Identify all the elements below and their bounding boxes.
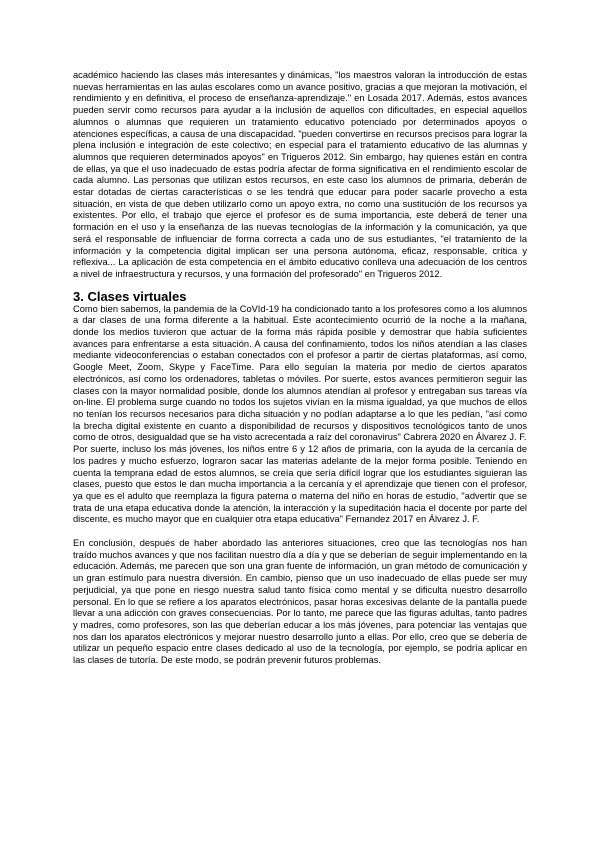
- conclusion-paragraph: En conclusión, después de haber abordado las anteriores situaciones, creo que las tecnologías nos han traído muchos avances y que nos facilitan nuestro día a día y que se deberían de seguir implementando en la educación. Además, me parecen que son una gran fuente de información, un gran método de comunicación y un gran estímulo para nuestra diversión. En cambio, pienso que un uso inadecuado de ellas puede ser muy perjudicial, ya que pone en riesgo nuestra salud tanto física como mental y se dificulta nuestro desarrollo personal. En lo que se refiere a los aparatos electrónicos, pasar horas excesivas delante de la pantalla puede llevar a una adicción con graves consecuencias. Por lo tanto, me parece que las figuras adultas, tanto padres y madres, como profesores, son las que deberían educar a los más jóvenes, para potenciar las ventajas que nos dan los aparatos electrónicos y mejorar nuestro desarrollo junto a ellas. Por ello, creo que se debería de utilizar un pequeño espacio entre clases dedicado al uso de la tecnología, por ejemplo, se podría aplicar en las clases de tutoría. De este modo, se podrán prevenir futuros problemas.: [73, 538, 527, 666]
- section-paragraph-1: Como bien sabemos, la pandemia de la CoVId-19 ha condicionado tanto a los profesores como a los alumnos a dar clases de una forma diferente a la habitual. Este acontecimiento ocurrió de la noche a la mañana, donde los medios tuvieron que actuar de la forma más rápida posible y demostrar que había suficientes avances para enfrentarse a esta situación. A causa del confinamiento, todos los niños atendían a las clases mediante videoconferencias o estaban conectados con el profesor a partir de ciertas plataformas, así como, Google Meet, Zoom, Skype y FaceTime. Para ello seguían la materia por medio de ciertos aparatos electrónicos, así como los ordenadores, tabletas o móviles. Por suerte, estos avances permitieron seguir las clases con la mayor normalidad posible, donde los alumnos atendían al profesor y entregaban sus tareas vía on-line. El problema surge cuando no todos los sujetos vivían en la misma igualdad, ya que muchos de ellos no tenían los recursos necesarios para dicha situación y no podían adaptarse a lo que les pedían, "así como la brecha digital existente en cuanto a disponibilidad de recursos y dispositivos tecnológicos tanto de unos como de otros, desigualdad que se ha visto acrecentada a raíz del coronavirus" Cabrera 2020 en Álvarez J. F.: [73, 303, 527, 443]
- section-paragraph-2: Por suerte, incluso los más jóvenes, los niños entre 6 y 12 años de primaria, con la ayuda de la cercanía de los padres y mucho esfuerzo, lograron sacar las materias adelante de la mejor forma posible. Teniendo en cuenta la temprana edad de estos alumnos, se creía que sería difícil lograr que los estudiantes siguieran las clases, puesto que estos le dan mucha importancia a la cercanía y el aprendizaje que tienen con el profesor, ya que es el adulto que reemplaza la figura paterna o materna del niño en horas de estudio, "advertir que se trata de una etapa educativa donde la atención, la interacción y la supeditación hacia el docente por parte del discente, es mucho mayor que en cualquier otra etapa educativa" Fernandez 2017 en Álvarez J. F.: [73, 444, 527, 525]
- paragraph-spacer: [73, 526, 527, 538]
- section-heading: 3. Clases virtuales: [73, 288, 187, 304]
- document-page: [73, 70, 527, 667]
- intro-paragraph: académico haciendo las clases más interesantes y dinámicas, "los maestros valoran la introducción de estas nuevas herramientas en las aulas escolares como un avance positivo, gracias a que mejoran la motivación, el rendimiento y en definitiva, el proceso de enseñanza-aprendizaje." en Losada 2017. Además, estos avances pueden servir como recursos para ayudar a la inclusión de aquellos con dificultades, en especial aquellos alumnos o alumnas que requieren un tratamiento educativo potenciado por determinados apoyos o atenciones específicas, a causa de una discapacidad. "pueden convertirse en recursos precisos para lograr la plena inclusión e integración de este colectivo; en especial para el tratamiento educativo de las alumnas y alumnos que requieren determinados apoyos" en Trigueros 2012. Sin embargo, hay quienes están en contra de ellas, ya que el uso inadecuado de estas podría afectar de forma significativa en el rendimiento escolar de cada alumno. Las personas que utilizan estos recursos, en este caso los alumnos de primaria, deberán de estar dotadas de ciertas características o se les tendrá que educar para poder sacarle provecho a esta situación, en vista de que deben utilizarlo como un apoyo extra, no como una sustitución de los recursos ya existentes. Por ello, el trabajo que ejerce el profesor es de suma importancia, este deberá de tener una formación en el uso y la enseñanza de las nuevas tecnologías de la información y la comunicación, ya que será el responsable de influenciar de forma correcta a cada uno de sus estudiantes, "el tratamiento de la información y la competencia digital implican ser una persona autónoma, eficaz, responsable, crítica y reflexiva... La aplicación de esta competencia en el ámbito educativo conlleva una adecuación de los centros a nivel de infraestructura y recursos, y una formación del profesorado" en Trigueros 2012.: [73, 70, 527, 279]
